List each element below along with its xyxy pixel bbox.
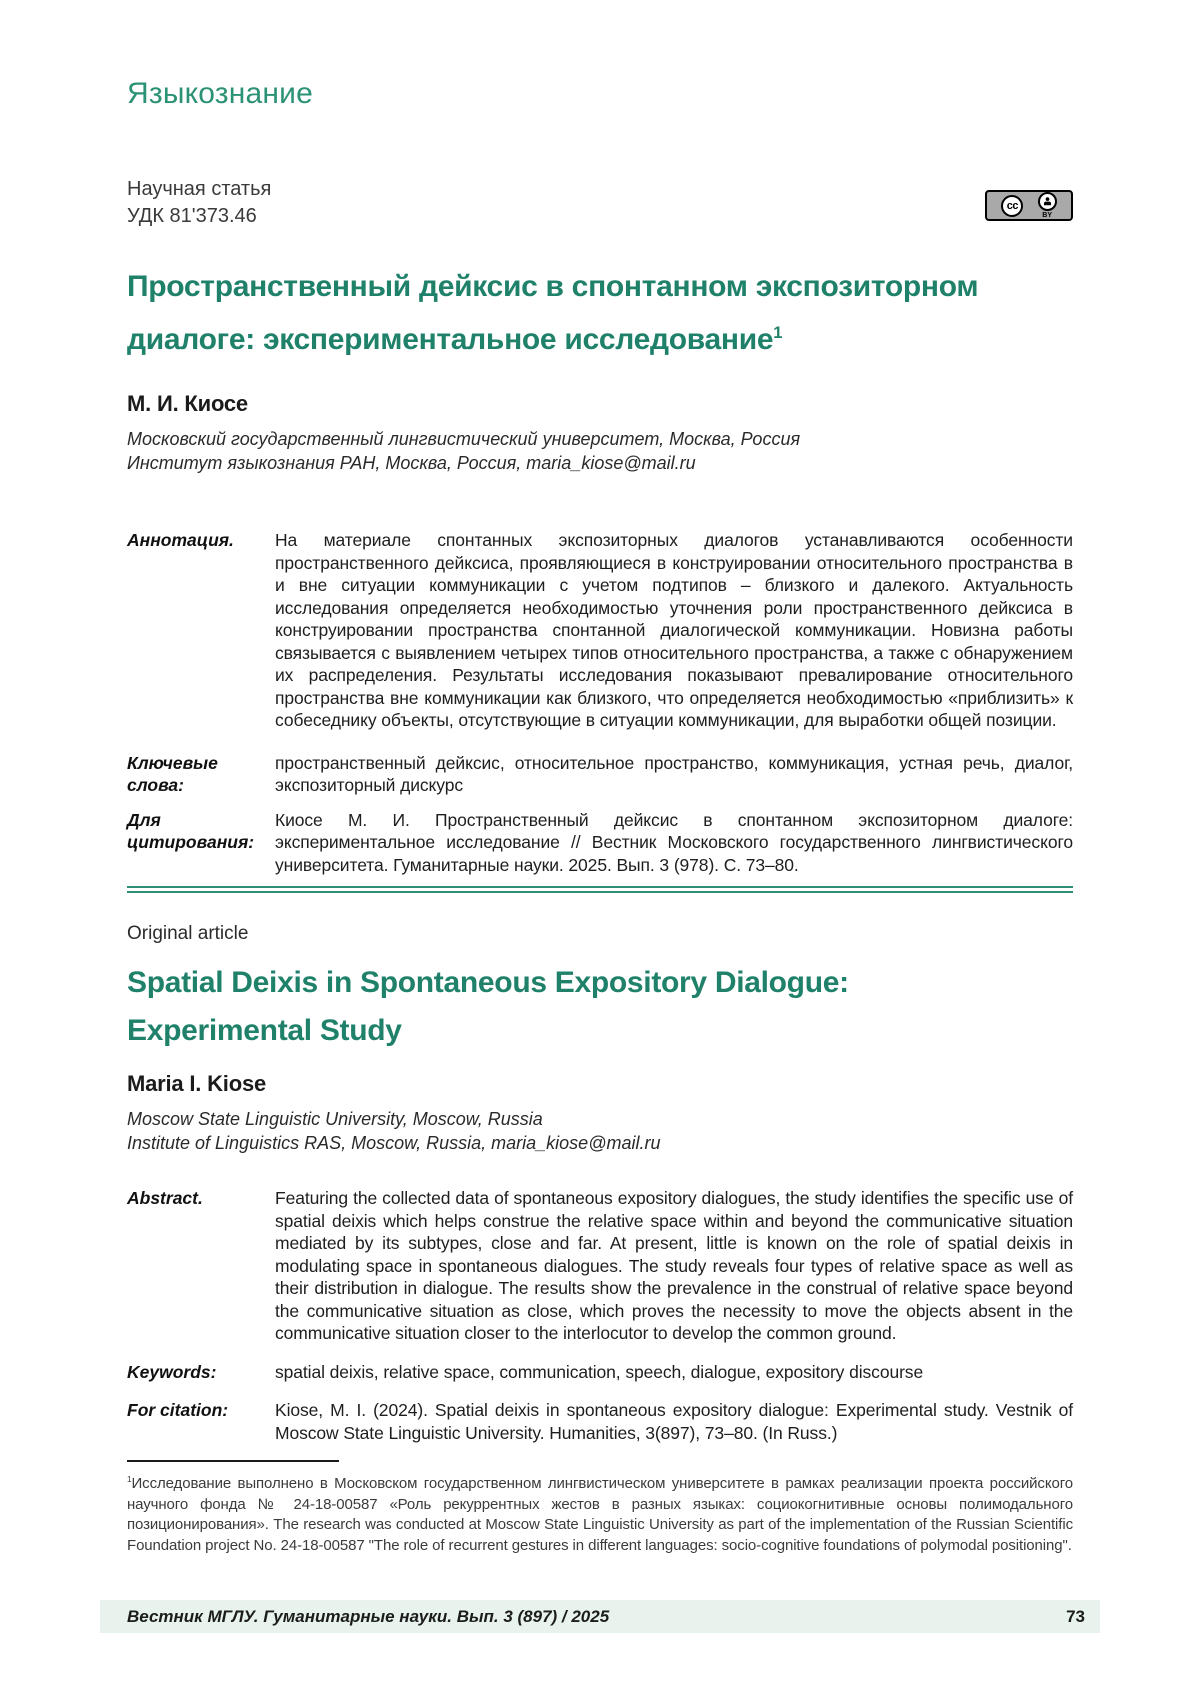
author-name-ru: М. И. Киосе [127,391,248,416]
abstract-label-en: Abstract. [127,1188,203,1208]
udc-number: УДК 81'373.46 [127,205,257,227]
cc-by-license-badge [985,190,1073,221]
article-title-ru-line2 [127,310,1073,363]
keywords-label-en: Keywords: [127,1361,217,1382]
affiliation-en-2: Institute of Linguistics RAS, Moscow, Russia, maria_kiose@mail.ru [127,1133,661,1153]
affiliations-ru [127,427,1073,475]
affiliation-en-1: Moscow State Linguistic University, Moscow, Russia [127,1109,543,1129]
citation-label-en: For citation: [127,1400,229,1420]
footer-journal-title: Вестник МГЛУ. Гуманитарные науки. Вып. 3 (897) / 2025 [127,1606,610,1626]
citation-text-ru: Киосе М. И. Пространственный дейксис в спонтанном экспозиторном диалоге: экспериментальное исследование // Вестник Московского государственного лингвистического университета. Гуманитарные науки. 2025. Вып. 3 (978). С. 73–80. [275,809,1073,875]
article-meta-row [127,176,1073,230]
citation-block-en [127,1399,1073,1444]
section-divider-line [127,886,1073,893]
article-title-ru-line1: Пространственный дейксис в спонтанном экспозиторном [127,270,979,303]
abstract-label-ru: Аннотация. [127,530,234,550]
article-type-en: Original article [127,923,249,944]
article-meta [127,176,271,230]
abstract-block-ru [127,529,1073,732]
citation-label-ru: Для цитирования: [127,809,255,852]
section-heading: Языкознание [127,77,314,110]
citation-text-en: Kiose, M. I. (2024). Spatial deixis in spontaneous expository dialogue: Experimental study. Vestnik of Moscow State Linguistic University. Humanities, 3(897), 73–80. (In Russ.) [275,1400,1073,1443]
page-footer [100,1600,1100,1633]
affiliations-en [127,1107,1073,1155]
keywords-label-ru: Ключевые слова: [127,752,218,795]
affiliation-ru-2: Институт языкознания РАН, Москва, Россия, maria_kiose@mail.ru [127,453,696,473]
footnote [127,1470,1073,1556]
footnote-mark: 1 [127,1475,132,1484]
article-title-en-line2: Experimental Study [127,1014,402,1047]
footnote-text-en: The research was conducted at Moscow State Linguistic University as part of the implementation of the Russian Scientific Foundation project No. 24-18-00587 "The role of recurrent gestures in different languages: socio-cognitive foundations of polymodal positioning". [127,1516,1073,1554]
cc-icon: cc [1001,195,1023,217]
footnote-text-ru: Исследование выполнено в Московском государственном лингвистическом университете в рамках реализации проекта российского научного фонда № 24-18-00587 «Роль рекуррентных жестов в разных языках: социокогнитивные основы полимодального позиционирования». [127,1475,1073,1533]
by-label: BY [1042,212,1053,219]
author-name-en: Maria I. Kiose [127,1071,267,1096]
keywords-block-ru [127,752,1073,797]
keywords-text-en: spatial deixis, relative space, communication, speech, dialogue, expository discourse [275,1361,924,1382]
article-title-ru-line2-text: диалоге: экспериментальное исследование [127,323,774,356]
abstract-block-en [127,1187,1073,1345]
person-icon [1038,192,1057,211]
page-content [127,0,1073,1556]
person-glyph [1041,195,1054,208]
article-title-en-line1: Spatial Deixis in Spontaneous Expository Dialogue: [127,966,849,999]
article-title-en [127,959,1073,1055]
keywords-block-en [127,1361,1073,1384]
footnote-divider [127,1460,339,1462]
keywords-text-ru: пространственный дейксис, относительное пространство, коммуникация, устная речь, диалог, экспозиторный дискурс [275,752,1073,795]
article-type-ru: Научная статья [127,178,272,200]
article-title-ru [127,264,1073,363]
title-footnote-mark: 1 [773,324,783,342]
citation-block-ru [127,809,1073,877]
footer-page-number: 73 [1066,1606,1085,1626]
abstract-text-ru: На материале спонтанных экспозиторных диалогов устанавливаются особенности пространственного дейксиса, проявляющиеся в конструировании относительного пространства в и вне ситуации коммуникации с учетом подтипов – близкого и далекого. Актуальность исследования определяется необходимостью уточнения роли пространственного дейксиса в конструировании пространства спонтанной диалогической коммуникации. Новизна работы связывается с выявлением четырех типов относительного пространства, а также с обнаружением их распределения. Результаты исследования показывают превалирование относительного пространства вне коммуникации как близкого, что определяется необходимостью «приблизить» к собеседнику объекты, отсутствующие в ситуации коммуникации, для выработки общей позиции. [275,530,1073,730]
affiliation-ru-1: Московский государственный лингвистический университет, Москва, Россия [127,429,801,449]
cc-by-attribution [1038,192,1057,219]
abstract-text-en: Featuring the collected data of spontaneous expository dialogues, the study identifies the specific use of spatial deixis which helps construe the relative space within and beyond the communicative situation mediated by its subtypes, close and far. At present, little is known on the role of spatial deixis in modulating space in spontaneous dialogues. The study reveals four types of relative space as well as their distribution in dialogue. The results show the prevalence in the construal of relative space beyond the communicative situation as close, which proves the necessity to move the objects absent in the communicative situation closer to the interlocutor to develop the common ground. [275,1188,1073,1343]
